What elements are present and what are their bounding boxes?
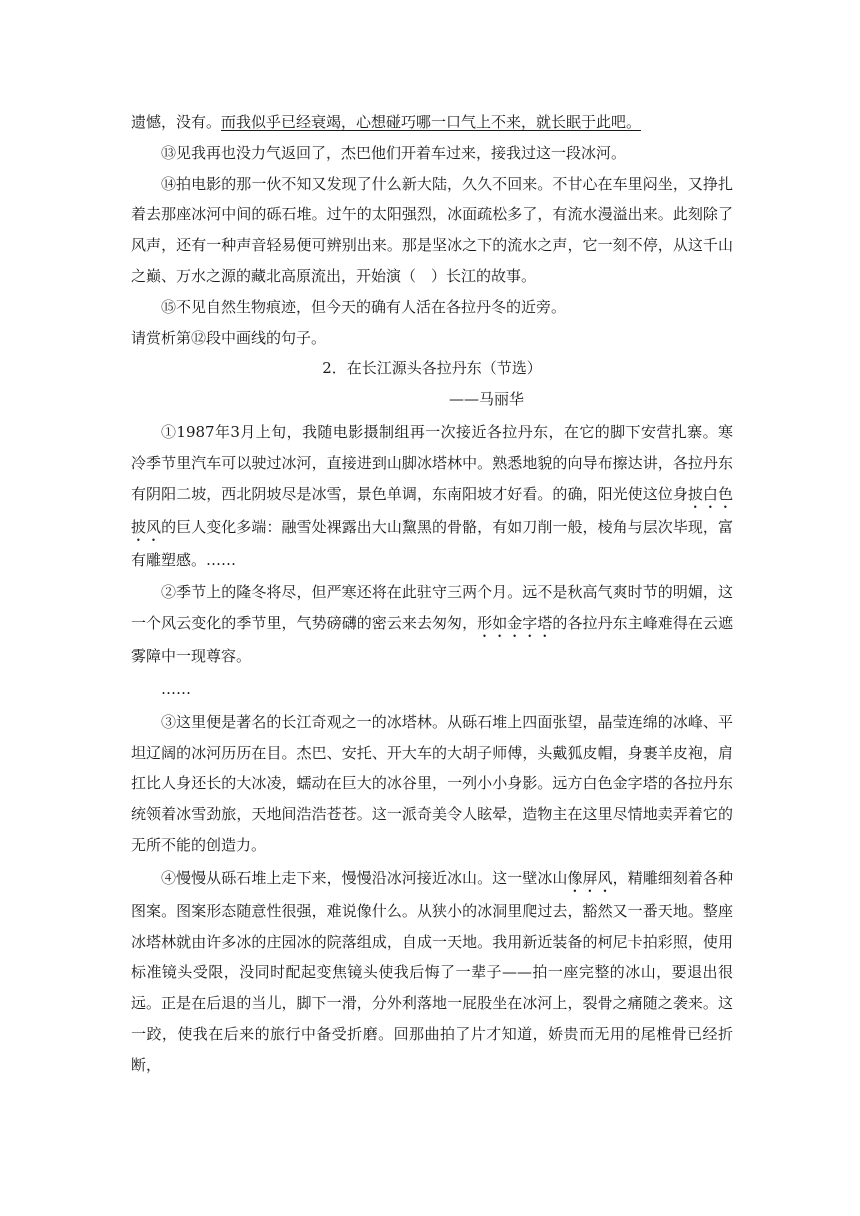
article-paragraph-3: ③这里便是著名的长江奇观之一的冰塔林。从砾石堆上四面张望，晶莹连绵的冰峰、平坦辽阔的冰河历历在目。杰巴、安托、开大车的大胡子师傅，头戴狐皮帽，身裹羊皮袍，肩扛比人身还长的大冰凌，蠕动在巨大的冰谷里，一列小小身影。远方白色金字塔的各拉丹东统领着冰雪劲旅，天地间浩浩苍苍。这一派奇美令人眩晕，造物主在这里尽情地卖弄着它的无所不能的创造力。 <box>131 712 733 854</box>
paragraph-2-text-a: ②季节上的隆冬将尽，但严寒还将在此驻守三两个月。远不是秋高气爽时节的明媚，这一个风云变化的季节里，气势磅礴的密云来去匆匆， <box>131 583 733 633</box>
paragraph-13: ⑬见我再也没力气返回了，杰巴他们开着车过来，接我过这一段冰河。 <box>161 143 627 162</box>
emphasis-dotted-text: 披白色披风 <box>131 484 733 536</box>
paragraph-15: ⑮不见自然生物痕迹，但今天的确有人活在各拉丹冬的近旁。 <box>161 297 567 316</box>
paragraph-4-text-a: ④慢慢从砾石堆上走下来，慢慢沿冰河接近冰山。这一壁冰山 <box>161 868 568 887</box>
underlined-sentence: 而我似乎已经衰竭，心想碰巧哪一口气上不来，就长眠于此吧。 <box>221 113 642 131</box>
paragraph-4-text-b: ，精雕细刻着各种图案。图案形态随意性很强，难说像什么。从狭小的冰洞里爬过去，豁然又一番天地。整座冰塔林就由许多冰的庄园冰的院落组成，自成一天地。我用新近装备的柯尼卡拍彩照，使用标准镜头受限，没同时配起变焦镜头使我后悔了一辈子——拍一座完整的冰山，要退出很远。正是在后退的当儿，脚下一滑，分外利落地一屁股坐在冰河上，裂骨之痛随之袭来。这一跤，使我在后来的旅行中备受折磨。回那曲拍了片才知道，娇贵而无用的尾椎骨已经折断， <box>131 868 733 1074</box>
document-body <box>131 107 733 1081</box>
paragraph-14: ⑭拍电影的那一伙不知又发现了什么新大陆，久久不回来。不甘心在车里闷坐，又挣扎着去那座冰河中间的砾石堆。过午的太阳强烈，冰面疏松多了，有流水漫溢出来。此刻除了风声，还有一种声音轻易便可辨别出来。那是坚冰之下的流水之声，它一刻不停，从这千山之巅、万水之源的藏北高原流出，开始演（ ）长江的故事。 <box>131 174 733 285</box>
article-paragraph-4 <box>131 863 733 1081</box>
paragraph-1-text-b: 的巨人变化多端：融雪处裸露出大山黧黑的骨骼，有如刀削一般，棱角与层次毕现，富有雕塑感。…… <box>131 517 733 569</box>
article-paragraph-1 <box>131 417 733 575</box>
emphasis-dotted-text: 像屏风 <box>567 868 613 887</box>
question-prompt: 请赏析第⑫段中画线的句子。 <box>131 328 327 347</box>
paragraph-12-text: 遗憾，没有。 <box>131 113 222 131</box>
ellipsis-line: …… <box>161 679 191 698</box>
emphasis-dotted-text: 形如金字塔 <box>477 614 553 633</box>
article-paragraph-2 <box>131 577 733 672</box>
paragraph-1-text-a: ①1987年3月上旬，我随电影摄制组再一次接近各拉丹东，在它的脚下安营扎寨。寒冷季节里汽车可以驶过冰河，直接进到山脚冰塔林中。熟悉地貌的向导布擦达讲，各拉丹东有阴阳二坡，西北阴坡尽是冰雪，景色单调，东南阳坡才好看。的确，阳光使这位身 <box>131 422 733 503</box>
paragraph-12-tail <box>131 107 733 138</box>
paragraph-2-text-b: 的各拉丹东主峰难得在云遮雾障中一现尊容。 <box>131 614 733 666</box>
section-title: 2．在长江源头各拉丹东（节选） <box>322 359 542 378</box>
author-line: ——马丽华 <box>449 390 525 409</box>
